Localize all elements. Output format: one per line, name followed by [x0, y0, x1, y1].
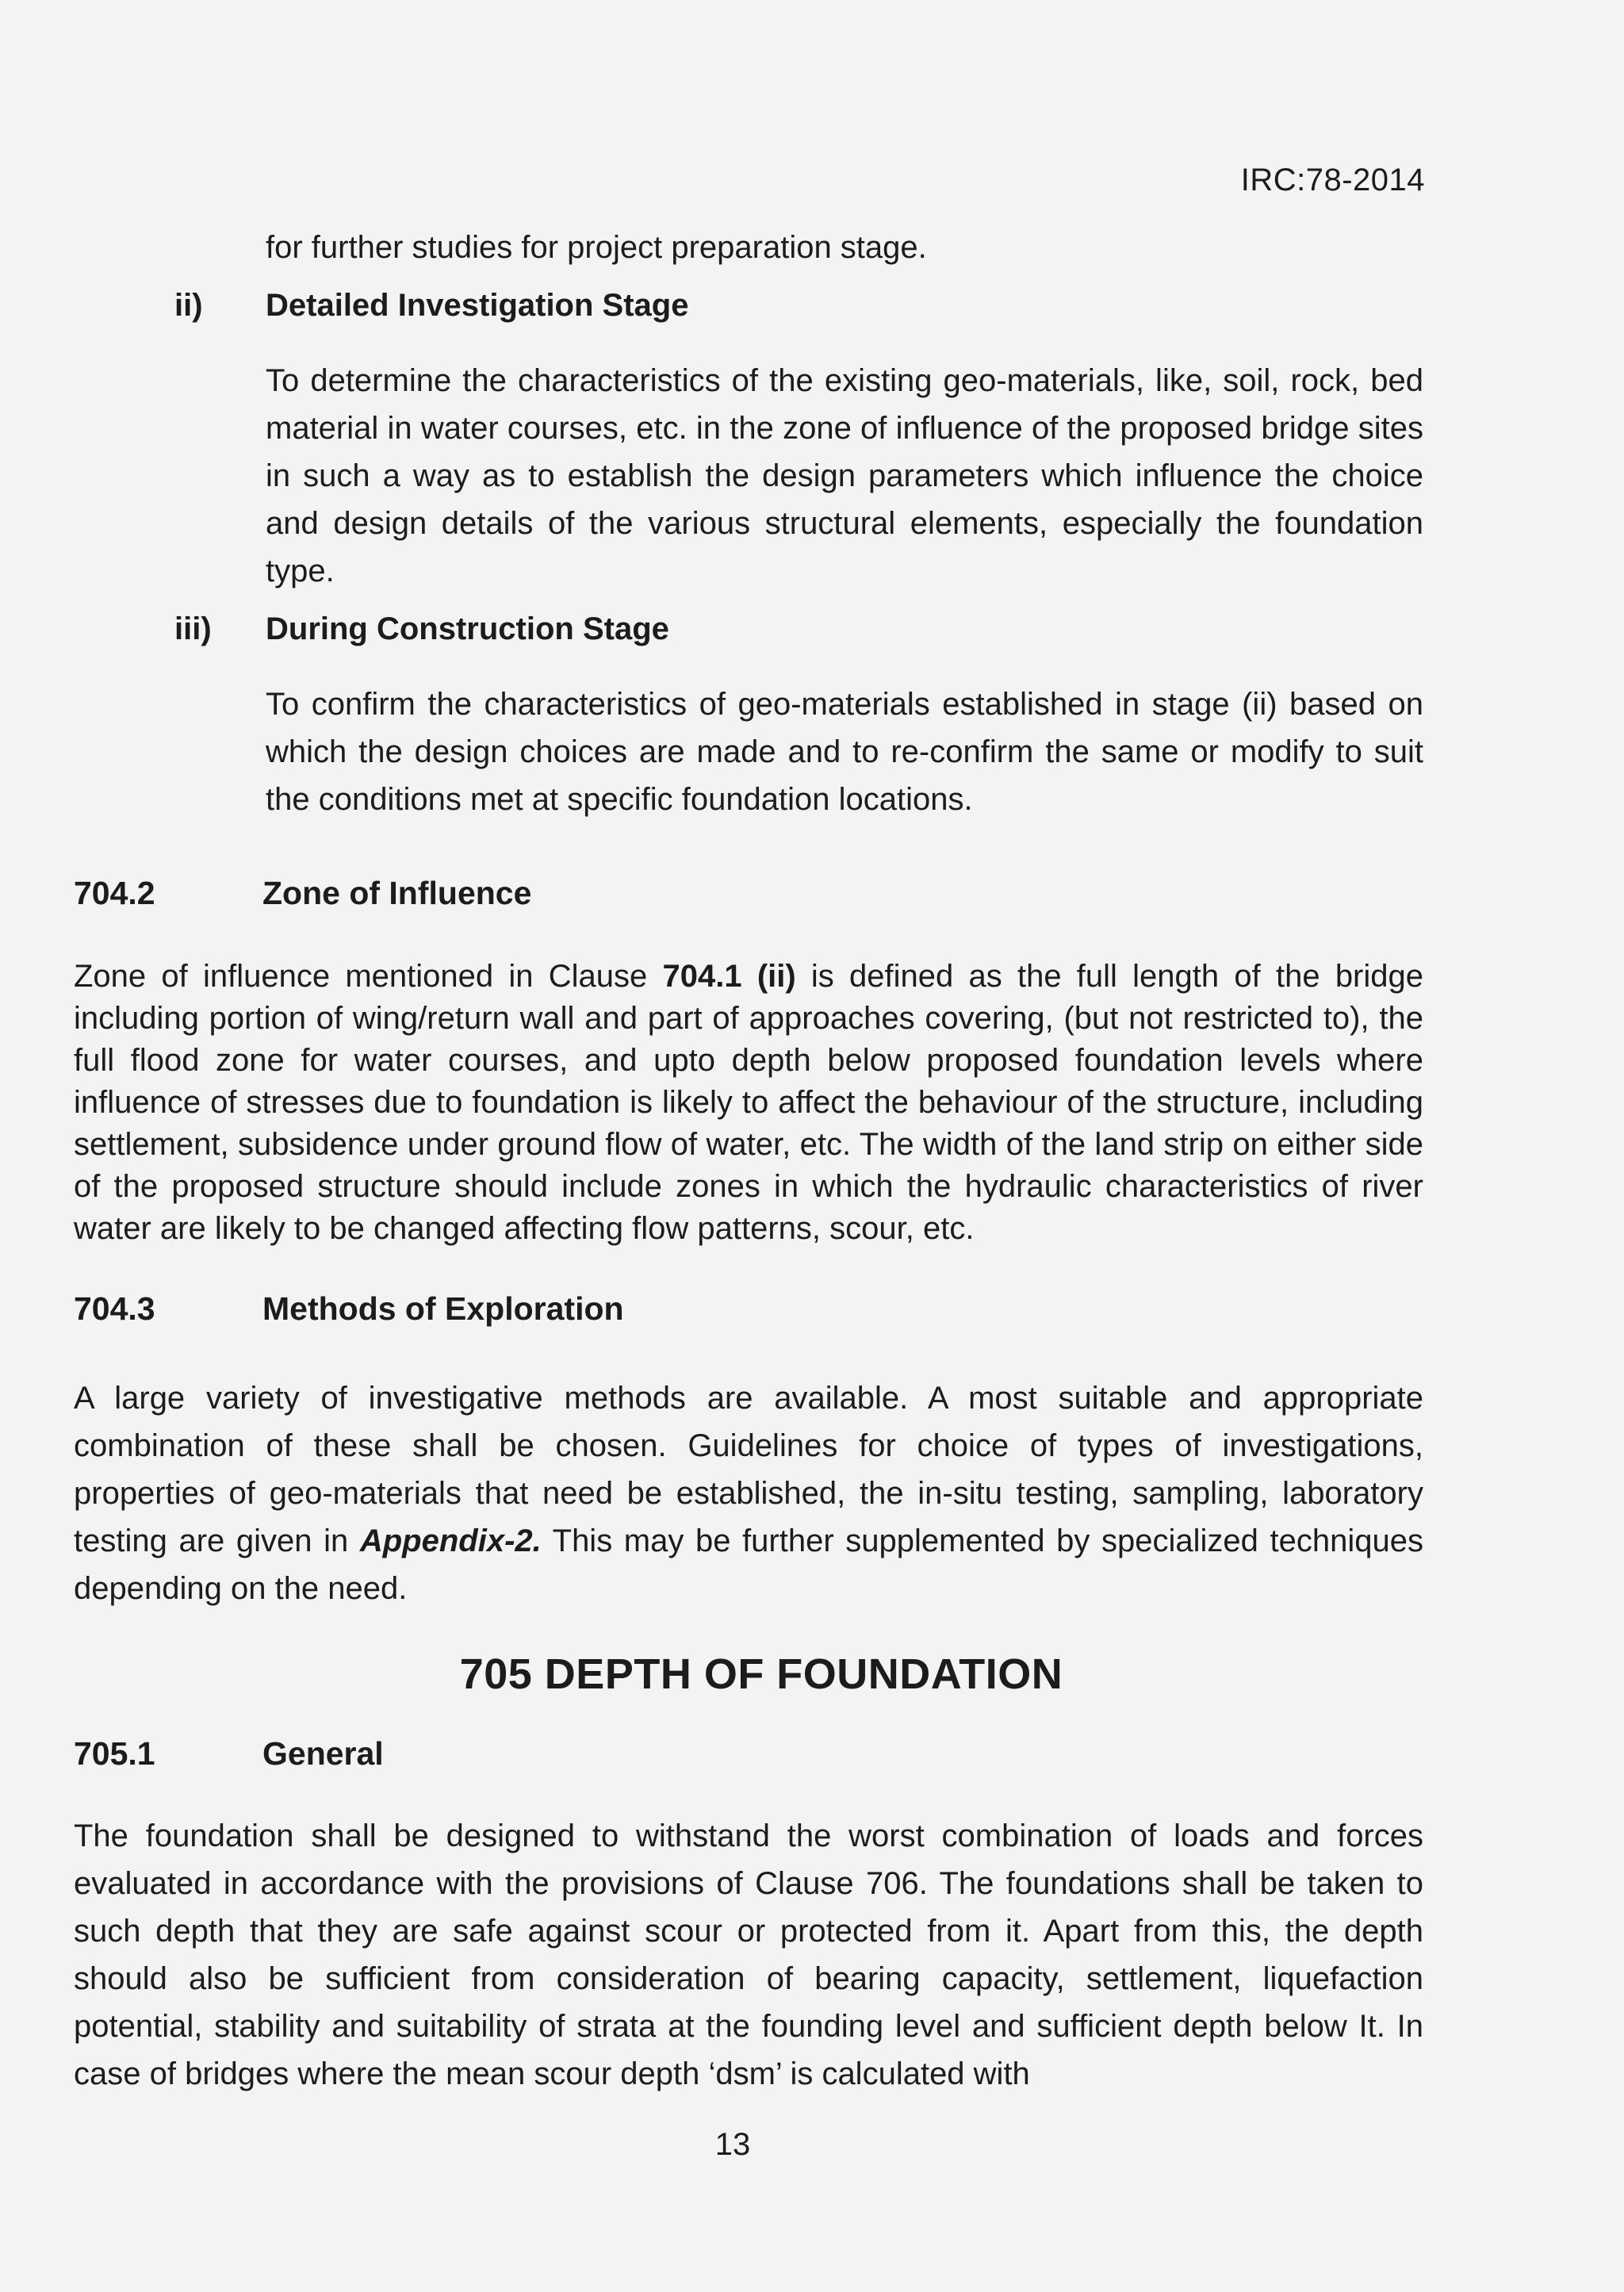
section-title: Zone of Influence: [262, 875, 532, 911]
section-number: 704.2: [74, 875, 155, 911]
continuation-text: for further studies for project preparation stage.: [266, 230, 927, 265]
stage-iii-paragraph: To confirm the characteristics of geo-materials established in stage (ii) based on which the design choices are made and to re-confirm the same or modify to suit the conditions met at specific foundation locations.: [266, 687, 1423, 817]
appendix-reference: Appendix-2.: [359, 1524, 542, 1558]
stage-iii-heading: [174, 611, 1423, 659]
stage-number: iii): [174, 611, 212, 646]
clause-reference: 704.1 (ii): [662, 959, 796, 994]
stage-title: Detailed Investigation Stage: [266, 288, 689, 323]
stage-ii-heading: [174, 288, 1423, 335]
stage-number: ii): [174, 288, 203, 323]
stage-ii-paragraph: To determine the characteristics of the existing geo-materials, like, soil, rock, bed material in water courses, etc. in the zone of influence of the proposed bridge sites in such a way as to establish the design parameters which influence the choice and design details of the various structural elements, especially the foundation type.: [266, 363, 1423, 588]
page-number: 13: [714, 2127, 751, 2162]
section-705-1-paragraph: The foundation shall be designed to withstand the worst combination of loads and forces evaluated in accordance with the provisions of Clause 706. The foundations shall be taken to such depth that they are safe against scour or protected from it. Apart from this, the depth should also be sufficient from consideration of bearing capacity, settlement, liquefaction potential, stability and suitability of strata at the founding level and sufficient depth below It. In case of bridges where the mean scour depth ‘dsm’ is calculated with: [74, 1819, 1423, 2091]
section-704-3-paragraph: A large variety of investigative methods are available. A most suitable and appropriate combination of these shall be chosen. Guidelines for choice of types of investigations, properties of geo-materials that need be established, the in-situ testing, sampling, laboratory testing are given in Appendix-2. This may be further supplemented by specialized techniques depending on the need.: [74, 1381, 1423, 1606]
section-number: 705.1: [74, 1735, 155, 1772]
document-code: IRC:78-2014: [1240, 163, 1425, 197]
chapter-title: 705 DEPTH OF FOUNDATION: [459, 1650, 1063, 1698]
section-number: 704.3: [74, 1290, 155, 1327]
section-title: Methods of Exploration: [262, 1290, 624, 1327]
stage-title: During Construction Stage: [266, 611, 669, 646]
section-title: General: [262, 1735, 384, 1772]
section-704-2-paragraph: Zone of influence mentioned in Clause 704.1 (ii) is defined as the full length of the bridge including portion of wing/return wall and part of approaches covering, (but not restricted to), the full flood zone for water courses, and upto depth below proposed foundation levels where influence of stresses due to foundation is likely to affect the behaviour of the structure, including settlement, subsidence under ground flow of water, etc. The width of the land strip on either side of the proposed structure should include zones in which the hydraulic characteristics of river water are likely to be changed affecting flow patterns, scour, etc.: [74, 959, 1424, 1246]
